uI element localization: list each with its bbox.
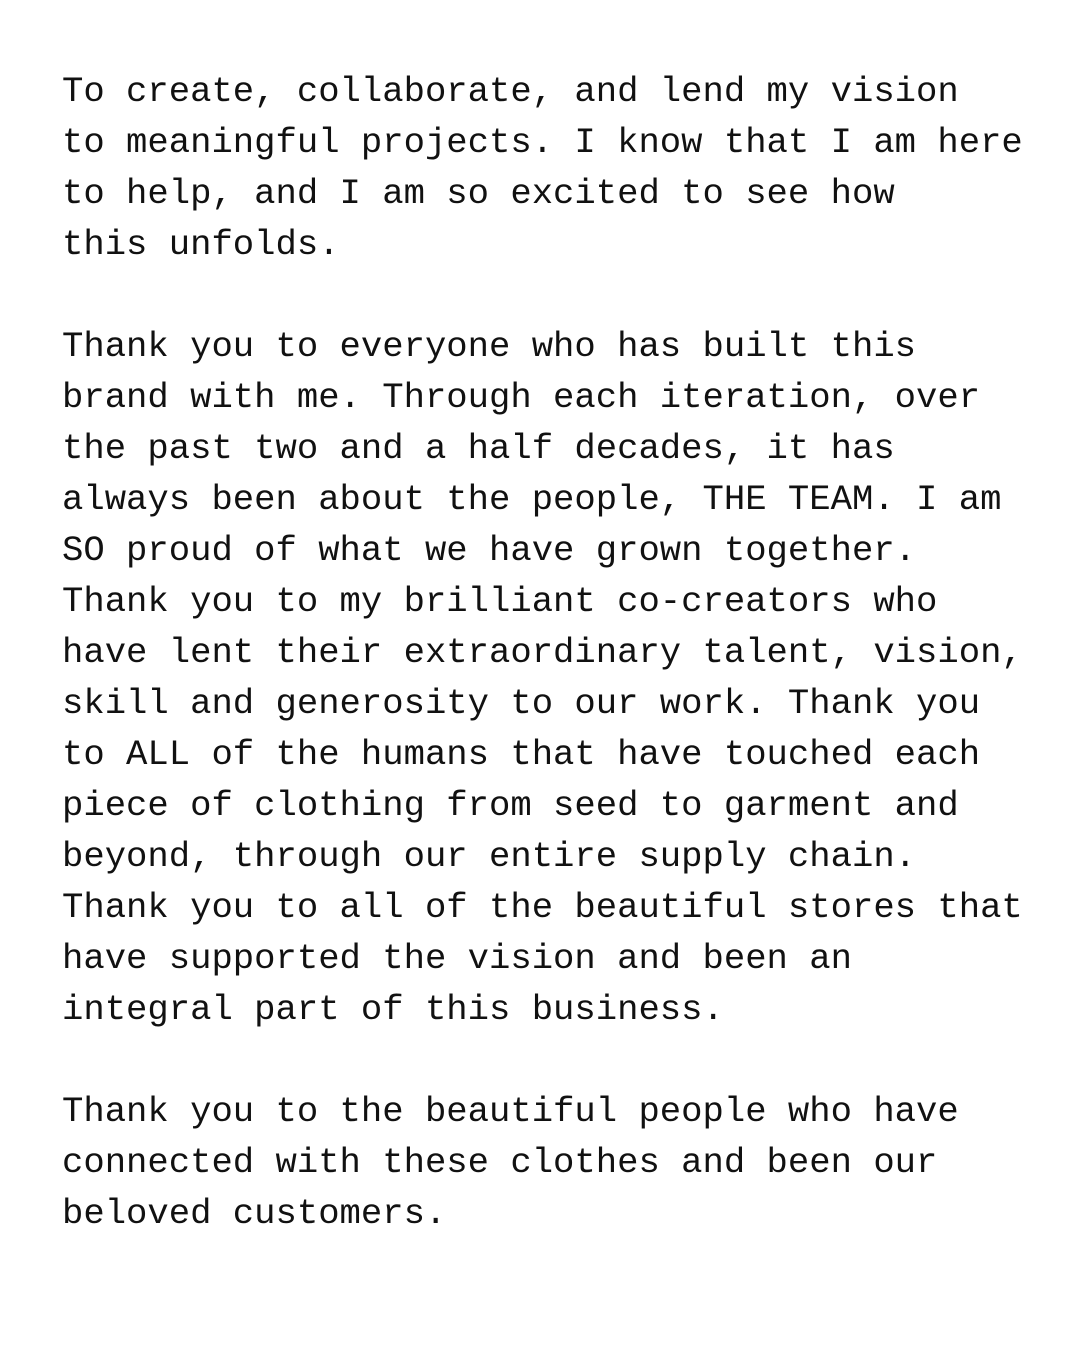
paragraph-thanks-team bbox=[62, 321, 1062, 1035]
text-line: skill and generosity to our work. Thank you bbox=[62, 683, 981, 724]
text-line: Thank you to all of the beautiful stores that bbox=[62, 887, 1023, 928]
text-line: beloved customers. bbox=[62, 1193, 447, 1234]
text-line: piece of clothing from seed to garment and bbox=[62, 785, 959, 826]
paragraph-spacer bbox=[62, 1035, 1062, 1086]
text-line: integral part of this business. bbox=[62, 989, 724, 1030]
text-line: have lent their extraordinary talent, vision, bbox=[62, 632, 1023, 673]
text-line: always been about the people, THE TEAM. I am bbox=[62, 479, 1002, 520]
text-line: this unfolds. bbox=[62, 224, 340, 265]
text-line: beyond, through our entire supply chain. bbox=[62, 836, 917, 877]
text-line: have supported the vision and been an bbox=[62, 938, 852, 979]
text-line: to meaningful projects. I know that I am here bbox=[62, 122, 1023, 163]
text-line: to ALL of the humans that have touched each bbox=[62, 734, 981, 775]
text-line: the past two and a half decades, it has bbox=[62, 428, 895, 469]
paragraph-spacer bbox=[62, 270, 1062, 321]
text-line: Thank you to the beautiful people who have bbox=[62, 1091, 959, 1132]
text-line: brand with me. Through each iteration, over bbox=[62, 377, 981, 418]
text-line: connected with these clothes and been our bbox=[62, 1142, 938, 1183]
paragraph-thanks-customers bbox=[62, 1086, 1062, 1239]
paragraph-vision bbox=[62, 66, 1062, 270]
text-line: SO proud of what we have grown together. bbox=[62, 530, 917, 571]
text-line: To create, collaborate, and lend my vision bbox=[62, 71, 959, 112]
text-line: Thank you to everyone who has built this bbox=[62, 326, 917, 367]
text-line: to help, and I am so excited to see how bbox=[62, 173, 895, 214]
text-line: Thank you to my brilliant co-creators who bbox=[62, 581, 938, 622]
document-page bbox=[62, 66, 1062, 1239]
